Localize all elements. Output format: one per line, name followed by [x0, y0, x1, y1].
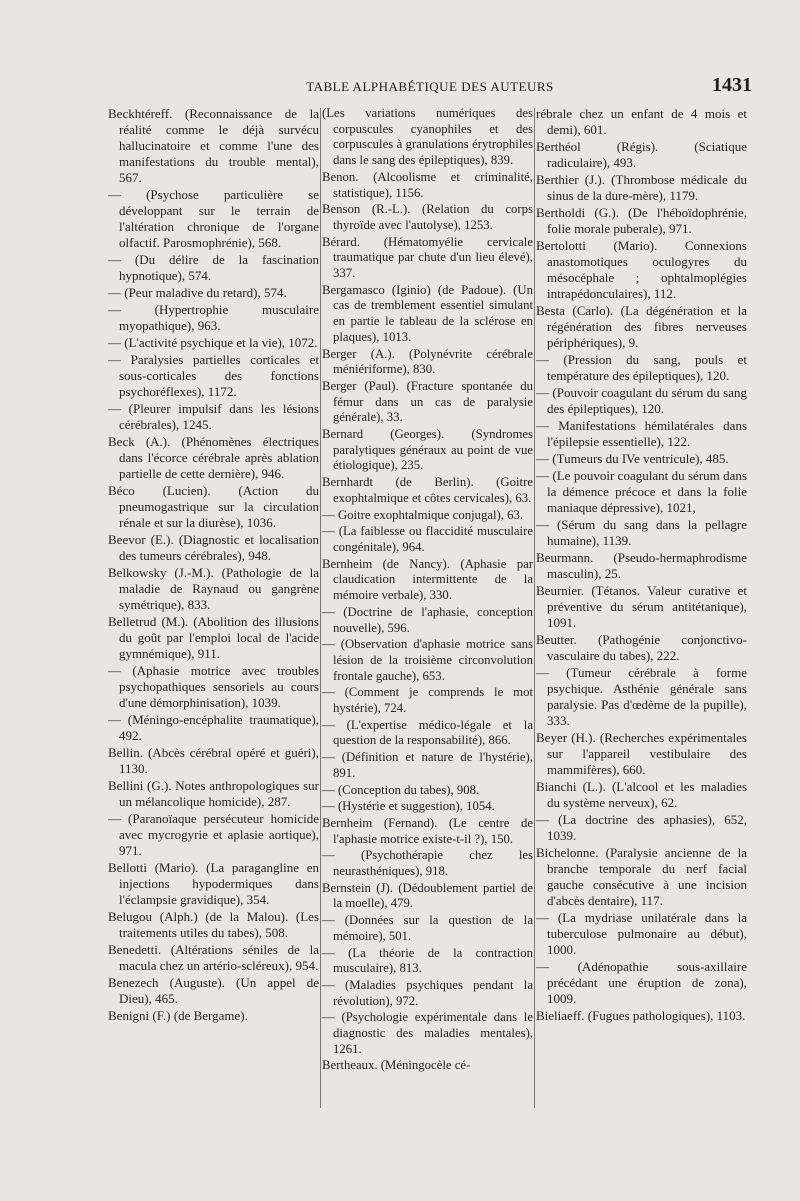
index-entry: Bérard. (Hématomyélie cervicale traumatique par chute d'un lieu élevé), 337.: [322, 234, 533, 281]
index-entry: — Goitre exophtalmique conjugal), 63.: [322, 507, 524, 522]
index-entry: — (Psychose particulière se développant sur le terrain de l'altération chronique de l'organe olfactif. Parosmophrénie), 568.: [108, 187, 319, 250]
index-entry: Belkowsky (J.-M.). (Pathologie de la maladie de Raynaud ou gangrène symétrique), 833.: [108, 565, 319, 612]
index-entry: — (Paranoïaque persécuteur homicide avec mycrogyrie et aplasie aortique), 971.: [108, 811, 319, 858]
index-entry: Beurnier. (Tétanos. Valeur curative et préventive du sérum antitétanique), 1091.: [536, 583, 747, 630]
index-entry: Berger (A.). (Polynévrite cérébrale méniériforme), 830.: [322, 346, 533, 377]
index-entry: Bichelonne. (Paralysie ancienne de la branche temporale du nerf facial gauche consécutive à une incision d'abcès dentaire), 117.: [536, 845, 747, 908]
index-entry: — (Du délire de la fascination hypnotique), 574.: [108, 252, 319, 283]
index-entry: — (Doctrine de l'aphasie, conception nouvelle), 596.: [322, 604, 533, 635]
index-entry: — (Conception du tabes), 908.: [322, 782, 480, 797]
index-entry: — (Définition et nature de l'hystérie), 891.: [322, 750, 533, 780]
index-entry: Benson (R.-L.). (Relation du corps thyroïde avec l'autolyse), 1253.: [322, 202, 533, 232]
page-title: TABLE ALPHABÉTIQUE DES AUTEURS: [306, 79, 554, 94]
index-entry: Bertolotti (Mario). Connexions anastomotiques oculogyres du mésocéphale ; ophtalmoplégies intrapédonculaires), 112.: [536, 238, 747, 301]
index-entry: Beyer (H.). (Recherches expérimentales sur l'appareil vestibulaire des mammifères), 660.: [536, 730, 747, 777]
index-entry: Bellotti (Mario). (La paragangline en injections hypodermiques dans l'éclampsie gravidique), 354.: [108, 860, 319, 907]
index-entry: — (La théorie de la contraction musculaire), 813.: [322, 945, 533, 976]
index-entry: Benezech (Auguste). (Un appel de Dieu), 465.: [108, 975, 319, 1006]
column-3: [536, 106, 747, 1025]
index-entry: — (La doctrine des aphasies), 652, 1039.: [536, 812, 747, 843]
index-entry: Berthier (J.). (Thrombose médicale du sinus de la dure-mère), 1179.: [536, 172, 747, 203]
index-entry: — Paralysies partielles corticales et sous-corticales des fonctions psychoréflexes), 1172.: [108, 352, 319, 399]
index-entry: — (Psychologie expérimentale dans le diagnostic des maladies mentales), 1261.: [322, 1010, 533, 1056]
index-entry: — (Pouvoir coagulant du sérum du sang des épileptiques), 120.: [536, 385, 747, 416]
index-entry: — (La faiblesse ou flaccidité musculaire congénitale), 964.: [322, 524, 533, 554]
index-entry: Bernheim (de Nancy). (Aphasie par claudication intermittente de la mémoire verbale), 330.: [322, 556, 533, 603]
index-entry: Beurmann. (Pseudo-hermaphrodisme masculin), 25.: [536, 550, 747, 581]
index-entry: — (Méningo-encéphalite traumatique), 492.: [108, 712, 319, 743]
index-entry: — (Adénopathie sous-axillaire précédant une éruption de zona), 1009.: [536, 959, 747, 1006]
index-entry: — (Observation d'aphasie motrice sans lésion de la troisième circonvolution frontale gauche), 653.: [322, 637, 533, 683]
column-divider: [534, 108, 535, 1108]
index-entry: — (Aphasie motrice avec troubles psychopathiques sensoriels au cours d'une démorphinisation), 1039.: [108, 663, 319, 710]
index-entry: Belletrud (M.). (Abolition des illusions du goût par l'emploi local de l'acide gymnémique), 911.: [108, 614, 319, 661]
index-entry: — (Hystérie et suggestion), 1054.: [322, 799, 495, 814]
index-entry: — (Psychothérapie chez les neurasthéniques), 918.: [322, 848, 533, 879]
index-entry: Bellin. (Abcès cérébral opéré et guéri), 1130.: [108, 745, 319, 776]
index-entry: — (Données sur la question de la mémoire), 501.: [322, 913, 533, 943]
index-entry: — (Maladies psychiques pendant la révolution), 972.: [322, 977, 533, 1008]
index-entry: Benedetti. (Altérations séniles de la macula chez un artério-scléreux), 954.: [108, 942, 319, 973]
column-1: [108, 106, 319, 1025]
index-entry: Beckhtéreff. (Reconnaissance de la réalité comme le déjà survécu hallucinatoire et comme l'une des manifestations du trouble mental), 567.: [108, 106, 319, 185]
index-entry: — (Peur maladive du retard), 574.: [108, 285, 287, 300]
index-entry: Beutter. (Pathogénie conjonctivo-vasculaire du tabes), 222.: [536, 632, 747, 663]
index-entry: Bertholdi (G.). (De l'héboïdophrénie, folie morale puberale), 971.: [536, 205, 747, 236]
index-entry: Belugou (Alph.) (de la Malou). (Les traitements utiles du tabes), 508.: [108, 909, 319, 940]
index-entry: Bertheaux. (Méningocèle cé-: [322, 1058, 471, 1073]
index-entry: — (Le pouvoir coagulant du sérum dans la démence précoce et dans la folie maniaque dépressive), 1021,: [536, 468, 747, 515]
index-entry: — (Sérum du sang dans la pellagre humaine), 1139.: [536, 517, 747, 548]
index-entry: Bianchi (L.). (L'alcool et les maladies du système nerveux), 62.: [536, 779, 747, 810]
index-entry: Berger (Paul). (Fracture spontanée du fémur dans un cas de paralysie générale), 33.: [322, 378, 533, 425]
index-entry: Beevor (E.). (Diagnostic et localisation des tumeurs cérébrales), 948.: [108, 532, 319, 563]
index-entry: Bernhardt (de Berlin). (Goitre exophtalmique et côtes cervicales), 63.: [322, 475, 533, 505]
index-entry: — (Tumeurs du IVe ventricule), 485.: [536, 451, 729, 466]
index-entry: Bieliaeff. (Fugues pathologiques), 1103.: [536, 1008, 746, 1023]
index-entry: — (Comment je comprends le mot hystérie), 724.: [322, 685, 533, 716]
index-columns: [108, 106, 752, 1116]
running-header: [108, 74, 752, 100]
index-entry: Besta (Carlo). (La dégénération et la régénération des fibres nerveuses périphériques), 9.: [536, 303, 747, 350]
index-entry: (Les variations numériques des corpuscules cyanophiles et des corpuscules à granulations érytrophiles dans le sang des épileptiques), 839.: [322, 106, 533, 168]
column-2: [322, 106, 533, 1075]
index-entry: — (La mydriase unilatérale dans la tuberculose pulmonaire au début), 1000.: [536, 910, 747, 957]
index-entry: Bernheim (Fernand). (Le centre de l'aphasie motrice existe-t-il ?), 150.: [322, 815, 533, 846]
index-entry: Bernard (Georges). (Syndromes paralytiques généraux au point de vue étiologique), 235.: [322, 427, 533, 473]
index-entry: Bellini (G.). Notes anthropologiques sur un mélancolique homicide), 287.: [108, 778, 319, 809]
index-entry: Bergamasco (Iginio) (de Padoue). (Un cas de tremblement essentiel simulant en partie le tableau de la sclérose en plaques), 1013.: [322, 282, 533, 344]
index-entry: — (Pression du sang, pouls et température des épileptiques), 120.: [536, 352, 747, 383]
index-entry: Benigni (F.) (de Bergame).: [108, 1008, 248, 1023]
page-number: 1431: [712, 74, 752, 96]
index-entry: Béco (Lucien). (Action du pneumogastrique sur la circulation rénale et sur la diurèse), 1036.: [108, 483, 319, 530]
index-entry: — (L'expertise médico-légale et la question de la responsabilité), 866.: [322, 717, 533, 748]
index-entry: — (Pleurer impulsif dans les lésions cérébrales), 1245.: [108, 401, 319, 432]
index-entry: Beck (A.). (Phénomènes électriques dans l'écorce cérébrale après ablation partielle de cette dernière), 946.: [108, 434, 319, 481]
index-entry: Bernstein (J). (Dédoublement partiel de la moelle), 479.: [322, 880, 533, 911]
index-entry: — (Tumeur cérébrale à forme psychique. Asthénie générale sans paralysie. Pas d'œdème de la pupille), 333.: [536, 665, 747, 728]
index-entry: — (Hypertrophie musculaire myopathique), 963.: [108, 302, 319, 333]
index-entry: — Manifestations hémilatérales dans l'épilepsie essentielle), 122.: [536, 418, 747, 449]
index-entry: — (L'activité psychique et la vie), 1072.: [108, 335, 318, 350]
index-entry: rébrale chez un enfant de 4 mois et demi), 601.: [536, 106, 747, 137]
index-entry: Benon. (Alcoolisme et criminalité, statistique), 1156.: [322, 169, 533, 200]
column-divider: [320, 108, 321, 1108]
index-entry: Berthéol (Régis). (Sciatique radiculaire), 493.: [536, 139, 747, 170]
